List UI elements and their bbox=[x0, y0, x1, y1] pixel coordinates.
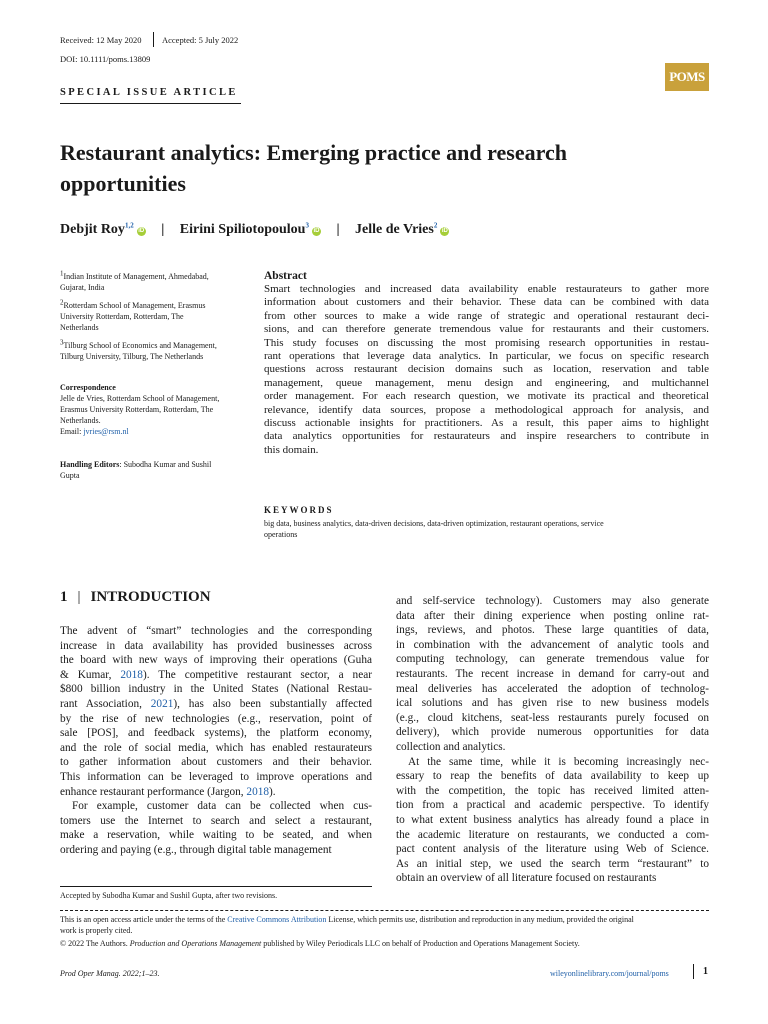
body-line: The advent of “smart” technologies and the corresponding bbox=[60, 625, 372, 637]
journal-citation: Prod Oper Manag. 2022;1–23. bbox=[60, 969, 160, 978]
body-line: tomers use the Internet to search and select a restaurant, bbox=[60, 814, 372, 827]
abstract bbox=[264, 269, 709, 457]
body-line: rant Association, 2021), has also been substantially affected bbox=[60, 697, 372, 710]
keywords-heading: KEYWORDS bbox=[264, 505, 334, 515]
citation-link[interactable]: 2021 bbox=[150, 697, 174, 710]
body-line: $800 billion industry in the United States (National Restau- bbox=[60, 683, 372, 696]
author[interactable]: Jelle de Vries$^2$iD bbox=[355, 221, 448, 237]
cc-license-link[interactable]: Creative Commons Attribution bbox=[227, 915, 327, 924]
body-column-left bbox=[60, 624, 372, 858]
body-line: obtain an overview of all literature focused on restaurants bbox=[396, 872, 657, 885]
body-line: the board with new ways of improving their operations (Guha bbox=[60, 654, 372, 667]
correspondence: Correspondence Jelle de Vries, Rotterdam School of Management, Erasmus University Rotterdam, Rotterdam, The Netherlands. Email: jvries@rsm.nl bbox=[60, 382, 250, 437]
keywords-text: operations bbox=[264, 530, 298, 539]
body-line: ings, reviews, and photos. These large quantities of data, bbox=[396, 624, 709, 637]
body-line: restaurants. The recent increase in demand for carry-out and bbox=[396, 667, 709, 680]
body-column-right bbox=[396, 594, 709, 886]
body-line: data after their dining experience when posting online rat- bbox=[396, 609, 709, 622]
abstract-line: questions across restaurant decision domains such as location, reservation and table bbox=[264, 363, 709, 376]
keywords bbox=[264, 504, 709, 540]
article-title bbox=[60, 137, 567, 199]
correspondence-heading: Correspondence bbox=[60, 383, 116, 392]
body-line: meal deliveries has accelerated the adoption of technolog- bbox=[396, 682, 709, 695]
author-separator: | bbox=[336, 222, 340, 237]
body-line: by the rise of new technologies (e.g., reservation, point of bbox=[60, 712, 372, 725]
body-line: make a reservation, while waiting to be seated, and when bbox=[60, 829, 372, 842]
title-line: opportunities bbox=[60, 171, 186, 196]
abstract-line: rant operations that leverage data analytics. In particular, we focus on specific research bbox=[264, 350, 709, 363]
citation-link[interactable]: 2018 bbox=[246, 785, 270, 798]
body-line: the academic literature on restaurants, we conducted a com- bbox=[396, 828, 709, 841]
orcid-icon[interactable]: iD bbox=[138, 228, 145, 234]
keywords-text: big data, business analytics, data-driven decisions, data-driven optimization, restaurant operations, service bbox=[264, 519, 604, 528]
body-line: collection and analytics. bbox=[396, 740, 506, 753]
affiliation: $^1$Indian Institute of Management, Ahmedabad, Gujarat, India bbox=[60, 269, 209, 292]
abstract-body bbox=[264, 283, 709, 457]
abstract-line: discuss actionable insights for practitioners. As a result, this paper aims to highlight bbox=[264, 417, 709, 430]
body-line: As an initial step, we used the search term “restaurant” to bbox=[396, 857, 709, 870]
body-line: delivery), which provide numerous opportunities for data bbox=[396, 726, 709, 739]
body-line: enhance restaurant performance (Jargon, 2018). bbox=[60, 785, 276, 798]
affiliation: $^3$Tilburg School of Economics and Management, Tilburg University, Tilburg, The Netherlands bbox=[60, 338, 217, 361]
abstract-line: order management. For each research question, we motivate its practical and theoretical bbox=[264, 390, 709, 403]
body-line: to what extent business analytics has already found a place in bbox=[396, 813, 709, 826]
section-heading: 1 | INTRODUCTION bbox=[60, 589, 211, 605]
body-line: and self-service technology). Customers may also generate bbox=[396, 595, 709, 607]
title-line: Restaurant analytics: Emerging practice and research bbox=[60, 140, 567, 165]
footnote-rule bbox=[60, 886, 372, 887]
body-line: to gather information about customers and their behavior. bbox=[60, 756, 372, 769]
page-number: 1 bbox=[703, 966, 708, 977]
abstract-line: information about customers and their behavior. These data can be combined with data bbox=[264, 296, 709, 309]
header-divider bbox=[153, 32, 154, 47]
author-separator: | bbox=[161, 222, 165, 237]
journal-url-link[interactable]: wileyonlinelibrary.com/journal/poms bbox=[550, 969, 669, 978]
body-line: ordering and paying (e.g., through digital table management bbox=[60, 843, 332, 856]
body-line: with the competition, the topic has received limited atten- bbox=[396, 784, 709, 797]
abstract-line: from other sources to make a wide range of strategic and operational restaurant deci- bbox=[264, 309, 709, 322]
abstract-line: relevance, identify data sources, propose a methodological approach for analysis, and bbox=[264, 403, 709, 416]
orcid-icon[interactable]: iD bbox=[441, 228, 448, 234]
body-line: (e.g., cloud kitchens, seat-less restaurants purely focused on bbox=[396, 711, 709, 724]
abstract-line: This study focuses on discussing the most promising research opportunities in restau- bbox=[264, 336, 709, 349]
article-type: SPECIAL ISSUE ARTICLE bbox=[60, 87, 238, 98]
body-line: & Kumar, 2018). The competitive restaurant sector, a near bbox=[60, 668, 372, 681]
handling-editors: Handling Editors: Subodha Kumar and Sushil Gupta bbox=[60, 460, 212, 480]
body-line: pact content analysis of the literature using Web of Science. bbox=[396, 843, 709, 856]
orcid-icon[interactable]: iD bbox=[313, 228, 320, 234]
abstract-heading: Abstract bbox=[264, 270, 307, 282]
abstract-line: management, queue management, menu design and engineering, and multichannel bbox=[264, 376, 709, 389]
doi: DOI: 10.1111/poms.13809 bbox=[60, 54, 151, 64]
body-line: tion from a practical and academic perspective. To identify bbox=[396, 799, 709, 812]
accepted-date: Accepted: 5 July 2022 bbox=[162, 35, 239, 45]
footer-divider bbox=[693, 964, 694, 979]
author-list bbox=[60, 222, 449, 238]
abstract-line: Smart technologies and increased data availability enable restaurateurs to gather more bbox=[264, 283, 709, 295]
body-line: For example, customer data can be collected when cus- bbox=[72, 800, 372, 813]
license-rule bbox=[60, 910, 709, 911]
article-type-rule bbox=[60, 103, 241, 104]
abstract-line: data analytics opportunities for restaurateurs and inspire researchers to contribute in bbox=[264, 430, 709, 443]
license-text: This is an open access article under the terms of the Creative Commons Attribution License, which permits use, distribution and reproduction in any medium, provided the original work is properly cited. © 2022 The Authors. Production and Operations Management published by Wiley Periodicals LLC on behalf of Production and Operations Management Society. bbox=[60, 915, 634, 948]
body-line: in combination with the advancement of analytic tools and bbox=[396, 638, 709, 651]
body-line: and the role of social media, which has enabled restaurateurs bbox=[60, 741, 372, 754]
body-line: computing technology, can generate tremendous value for bbox=[396, 653, 709, 666]
body-line: At the same time, while it is becoming increasingly nec- bbox=[408, 755, 709, 768]
body-line: ical solutions and has given rise to new business models bbox=[396, 697, 709, 710]
citation-link[interactable]: 2018 bbox=[120, 668, 143, 681]
footnote: Accepted by Subodha Kumar and Sushil Gupta, after two revisions. bbox=[60, 891, 278, 900]
affiliation: $^2$Rotterdam School of Management, Erasmus University Rotterdam, Rotterdam, The Netherlands bbox=[60, 298, 206, 332]
body-line: sale [POS], and feedback systems), the platform economy, bbox=[60, 727, 372, 740]
received-date: Received: 12 May 2020 bbox=[60, 35, 142, 45]
body-line: essary to reap the benefits of data availability to keep up bbox=[396, 770, 709, 783]
author[interactable]: Eirini Spiliotopoulou$^3$iD bbox=[179, 221, 320, 237]
abstract-line: sions, and can therefore generate tremendous value for restaurants and their customers. bbox=[264, 323, 709, 336]
affiliations bbox=[60, 271, 250, 362]
abstract-line: this domain. bbox=[264, 443, 319, 456]
author[interactable]: Debjit Roy$^{1,2}$iD bbox=[60, 221, 145, 237]
email-link[interactable]: jvries@rsm.nl bbox=[83, 427, 129, 436]
body-line: increase in data availability has provided businesses across bbox=[60, 639, 372, 652]
journal-logo: POMS bbox=[665, 63, 709, 91]
body-line: This information can be leveraged to improve operations and bbox=[60, 770, 372, 783]
